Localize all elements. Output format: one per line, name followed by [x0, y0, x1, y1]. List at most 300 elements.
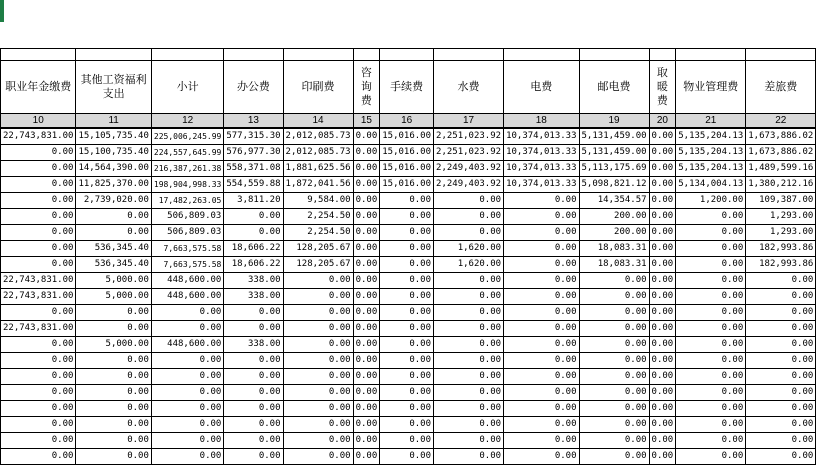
column-header[interactable]: 取暖费 [649, 61, 676, 114]
column-number[interactable]: 18 [504, 114, 579, 129]
table-cell[interactable]: 0.00 [504, 385, 579, 401]
table-cell[interactable]: 0.00 [649, 321, 676, 337]
table-cell[interactable]: 0.00 [649, 177, 676, 193]
table-cell[interactable]: 0.00 [676, 449, 746, 465]
table-cell[interactable]: 128,205.67 [283, 257, 353, 273]
column-number[interactable]: 21 [676, 114, 746, 129]
table-cell[interactable]: 0.00 [649, 257, 676, 273]
table-cell[interactable]: 224,557,645.99 [151, 145, 223, 161]
table-cell[interactable]: 5,135,204.13 [676, 161, 746, 177]
table-cell[interactable]: 0.00 [504, 401, 579, 417]
table-cell[interactable]: 506,809.03 [151, 209, 223, 225]
top-cell[interactable] [579, 49, 649, 61]
table-cell[interactable]: 0.00 [380, 337, 434, 353]
table-cell[interactable]: 0.00 [649, 449, 676, 465]
table-cell[interactable]: 0.00 [283, 353, 353, 369]
table-cell[interactable]: 22,743,831.00 [1, 321, 76, 337]
table-cell[interactable]: 0.00 [1, 369, 76, 385]
table-cell[interactable]: 15,016.00 [380, 128, 434, 145]
column-header[interactable]: 手续费 [380, 61, 434, 114]
table-cell[interactable]: 0.00 [283, 337, 353, 353]
table-cell[interactable]: 0.00 [353, 321, 380, 337]
table-cell[interactable]: 0.00 [1, 161, 76, 177]
table-cell[interactable]: 2,254.50 [283, 225, 353, 241]
table-cell[interactable]: 554,559.88 [224, 177, 283, 193]
table-cell[interactable]: 0.00 [353, 305, 380, 321]
table-cell[interactable]: 0.00 [76, 449, 151, 465]
table-cell[interactable]: 198,904,998.33 [151, 177, 223, 193]
table-cell[interactable]: 0.00 [353, 337, 380, 353]
table-cell[interactable]: 0.00 [380, 273, 434, 289]
table-cell[interactable]: 0.00 [649, 337, 676, 353]
table-cell[interactable]: 0.00 [579, 369, 649, 385]
table-cell[interactable]: 0.00 [283, 401, 353, 417]
top-cell[interactable] [434, 49, 504, 61]
table-cell[interactable]: 0.00 [649, 369, 676, 385]
table-cell[interactable]: 0.00 [504, 305, 579, 321]
table-cell[interactable]: 0.00 [676, 369, 746, 385]
table-cell[interactable]: 506,809.03 [151, 225, 223, 241]
table-cell[interactable]: 109,387.00 [746, 193, 816, 209]
table-cell[interactable]: 0.00 [1, 401, 76, 417]
table-cell[interactable]: 0.00 [353, 161, 380, 177]
table-cell[interactable]: 0.00 [504, 209, 579, 225]
table-cell[interactable]: 0.00 [380, 417, 434, 433]
table-cell[interactable]: 0.00 [649, 225, 676, 241]
table-cell[interactable]: 0.00 [353, 273, 380, 289]
table-cell[interactable]: 0.00 [676, 433, 746, 449]
table-cell[interactable]: 0.00 [353, 257, 380, 273]
table-cell[interactable]: 0.00 [380, 433, 434, 449]
table-cell[interactable]: 10,374,013.33 [504, 145, 579, 161]
column-header[interactable]: 职业年金缴费 [1, 61, 76, 114]
table-cell[interactable]: 0.00 [1, 353, 76, 369]
table-cell[interactable]: 0.00 [224, 417, 283, 433]
table-cell[interactable]: 0.00 [224, 433, 283, 449]
table-cell[interactable]: 0.00 [353, 385, 380, 401]
table-cell[interactable]: 0.00 [676, 305, 746, 321]
table-cell[interactable]: 225,006,245.99 [151, 128, 223, 145]
top-cell[interactable] [76, 49, 151, 61]
table-cell[interactable]: 0.00 [746, 273, 816, 289]
table-cell[interactable]: 1,489,599.16 [746, 161, 816, 177]
column-header[interactable]: 电费 [504, 61, 579, 114]
table-cell[interactable]: 0.00 [746, 305, 816, 321]
table-cell[interactable]: 0.00 [283, 305, 353, 321]
table-cell[interactable]: 182,993.86 [746, 257, 816, 273]
table-cell[interactable]: 0.00 [434, 385, 504, 401]
table-cell[interactable]: 5,000.00 [76, 337, 151, 353]
table-cell[interactable]: 0.00 [504, 289, 579, 305]
column-number[interactable]: 10 [1, 114, 76, 129]
table-cell[interactable]: 0.00 [151, 417, 223, 433]
table-cell[interactable]: 0.00 [434, 369, 504, 385]
table-cell[interactable]: 0.00 [649, 417, 676, 433]
table-cell[interactable]: 0.00 [76, 433, 151, 449]
column-number[interactable]: 12 [151, 114, 223, 129]
table-cell[interactable]: 0.00 [283, 433, 353, 449]
table-cell[interactable]: 0.00 [504, 225, 579, 241]
table-cell[interactable]: 0.00 [434, 337, 504, 353]
table-cell[interactable]: 2,251,023.92 [434, 128, 504, 145]
table-cell[interactable]: 0.00 [380, 289, 434, 305]
table-cell[interactable]: 0.00 [434, 289, 504, 305]
table-cell[interactable]: 0.00 [380, 193, 434, 209]
top-cell[interactable] [1, 49, 76, 61]
table-cell[interactable]: 0.00 [224, 305, 283, 321]
table-cell[interactable]: 0.00 [746, 337, 816, 353]
table-cell[interactable]: 0.00 [676, 257, 746, 273]
top-cell[interactable] [504, 49, 579, 61]
table-cell[interactable]: 0.00 [224, 369, 283, 385]
table-cell[interactable]: 448,600.00 [151, 289, 223, 305]
table-cell[interactable]: 0.00 [746, 369, 816, 385]
table-cell[interactable]: 9,584.00 [283, 193, 353, 209]
table-cell[interactable]: 0.00 [76, 385, 151, 401]
table-cell[interactable]: 0.00 [649, 128, 676, 145]
table-cell[interactable]: 536,345.40 [76, 257, 151, 273]
top-cell[interactable] [746, 49, 816, 61]
table-cell[interactable]: 0.00 [353, 401, 380, 417]
table-cell[interactable]: 0.00 [76, 417, 151, 433]
table-cell[interactable]: 1,200.00 [676, 193, 746, 209]
table-cell[interactable]: 0.00 [746, 385, 816, 401]
table-cell[interactable]: 0.00 [649, 353, 676, 369]
table-cell[interactable]: 0.00 [380, 225, 434, 241]
table-cell[interactable]: 0.00 [1, 449, 76, 465]
table-cell[interactable]: 0.00 [1, 385, 76, 401]
table-cell[interactable]: 15,100,735.40 [76, 145, 151, 161]
table-cell[interactable]: 0.00 [380, 257, 434, 273]
table-cell[interactable]: 0.00 [353, 289, 380, 305]
table-cell[interactable]: 0.00 [1, 305, 76, 321]
table-cell[interactable]: 0.00 [76, 321, 151, 337]
table-cell[interactable]: 2,012,085.73 [283, 128, 353, 145]
table-cell[interactable]: 1,380,212.16 [746, 177, 816, 193]
table-cell[interactable]: 0.00 [353, 145, 380, 161]
column-number[interactable]: 13 [224, 114, 283, 129]
table-cell[interactable]: 5,000.00 [76, 273, 151, 289]
table-cell[interactable]: 2,739,020.00 [76, 193, 151, 209]
table-cell[interactable]: 200.00 [579, 225, 649, 241]
column-number[interactable]: 15 [353, 114, 380, 129]
table-cell[interactable]: 0.00 [151, 433, 223, 449]
table-cell[interactable]: 0.00 [1, 417, 76, 433]
table-cell[interactable]: 0.00 [380, 209, 434, 225]
table-cell[interactable]: 0.00 [434, 449, 504, 465]
top-cell[interactable] [224, 49, 283, 61]
table-cell[interactable]: 0.00 [380, 401, 434, 417]
table-cell[interactable]: 0.00 [746, 433, 816, 449]
table-cell[interactable]: 577,315.30 [224, 128, 283, 145]
table-cell[interactable]: 0.00 [353, 128, 380, 145]
table-cell[interactable]: 0.00 [504, 337, 579, 353]
column-header[interactable]: 其他工资福利支出 [76, 61, 151, 114]
table-cell[interactable]: 0.00 [434, 433, 504, 449]
table-cell[interactable]: 5,134,004.13 [676, 177, 746, 193]
table-cell[interactable]: 0.00 [649, 241, 676, 257]
table-cell[interactable]: 0.00 [151, 369, 223, 385]
table-cell[interactable]: 0.00 [76, 353, 151, 369]
table-cell[interactable]: 448,600.00 [151, 273, 223, 289]
table-cell[interactable]: 0.00 [504, 417, 579, 433]
table-cell[interactable]: 0.00 [283, 417, 353, 433]
table-cell[interactable]: 10,374,013.33 [504, 177, 579, 193]
table-cell[interactable]: 0.00 [283, 369, 353, 385]
table-cell[interactable]: 0.00 [579, 385, 649, 401]
table-cell[interactable]: 0.00 [76, 401, 151, 417]
column-header[interactable]: 办公费 [224, 61, 283, 114]
table-cell[interactable]: 0.00 [676, 353, 746, 369]
table-cell[interactable]: 0.00 [579, 417, 649, 433]
table-cell[interactable]: 0.00 [1, 209, 76, 225]
table-cell[interactable]: 0.00 [1, 241, 76, 257]
column-number[interactable]: 17 [434, 114, 504, 129]
table-cell[interactable]: 0.00 [151, 305, 223, 321]
table-cell[interactable]: 0.00 [353, 353, 380, 369]
table-cell[interactable]: 0.00 [224, 449, 283, 465]
table-cell[interactable]: 0.00 [579, 321, 649, 337]
table-cell[interactable]: 0.00 [504, 257, 579, 273]
table-cell[interactable]: 0.00 [434, 417, 504, 433]
table-cell[interactable]: 0.00 [676, 401, 746, 417]
table-cell[interactable]: 338.00 [224, 337, 283, 353]
table-cell[interactable]: 0.00 [504, 193, 579, 209]
table-cell[interactable]: 0.00 [76, 369, 151, 385]
table-cell[interactable]: 0.00 [579, 353, 649, 369]
table-cell[interactable]: 2,249,403.92 [434, 161, 504, 177]
table-cell[interactable]: 0.00 [579, 401, 649, 417]
table-cell[interactable]: 1,293.00 [746, 225, 816, 241]
table-cell[interactable]: 0.00 [649, 209, 676, 225]
table-cell[interactable]: 0.00 [434, 225, 504, 241]
table-cell[interactable]: 15,016.00 [380, 145, 434, 161]
table-cell[interactable]: 0.00 [504, 241, 579, 257]
table-cell[interactable]: 10,374,013.33 [504, 161, 579, 177]
table-cell[interactable]: 0.00 [579, 433, 649, 449]
table-cell[interactable]: 15,105,735.40 [76, 128, 151, 145]
table-cell[interactable]: 0.00 [649, 385, 676, 401]
table-cell[interactable]: 0.00 [1, 257, 76, 273]
top-cell[interactable] [676, 49, 746, 61]
table-cell[interactable]: 0.00 [353, 433, 380, 449]
table-cell[interactable]: 0.00 [353, 417, 380, 433]
table-cell[interactable]: 0.00 [649, 401, 676, 417]
table-cell[interactable]: 14,564,390.00 [76, 161, 151, 177]
table-cell[interactable]: 0.00 [746, 401, 816, 417]
column-header[interactable]: 邮电费 [579, 61, 649, 114]
table-cell[interactable]: 0.00 [283, 289, 353, 305]
table-cell[interactable]: 0.00 [151, 321, 223, 337]
table-cell[interactable]: 0.00 [676, 241, 746, 257]
table-cell[interactable]: 17,482,263.05 [151, 193, 223, 209]
top-cell[interactable] [353, 49, 380, 61]
table-cell[interactable]: 0.00 [224, 209, 283, 225]
table-cell[interactable]: 22,743,831.00 [1, 273, 76, 289]
table-cell[interactable]: 0.00 [676, 417, 746, 433]
table-cell[interactable]: 0.00 [380, 241, 434, 257]
table-cell[interactable]: 0.00 [746, 289, 816, 305]
table-cell[interactable]: 0.00 [283, 449, 353, 465]
table-cell[interactable]: 0.00 [649, 289, 676, 305]
table-cell[interactable]: 0.00 [224, 401, 283, 417]
table-cell[interactable]: 0.00 [504, 321, 579, 337]
column-number[interactable]: 19 [579, 114, 649, 129]
table-cell[interactable]: 0.00 [353, 449, 380, 465]
table-cell[interactable]: 0.00 [353, 209, 380, 225]
table-cell[interactable]: 0.00 [353, 177, 380, 193]
table-cell[interactable]: 0.00 [76, 305, 151, 321]
table-cell[interactable]: 0.00 [224, 385, 283, 401]
column-number[interactable]: 22 [746, 114, 816, 129]
table-cell[interactable]: 0.00 [579, 289, 649, 305]
table-cell[interactable]: 2,251,023.92 [434, 145, 504, 161]
table-cell[interactable]: 536,345.40 [76, 241, 151, 257]
table-cell[interactable]: 11,825,370.00 [76, 177, 151, 193]
table-cell[interactable]: 0.00 [1, 145, 76, 161]
table-cell[interactable]: 0.00 [504, 353, 579, 369]
table-cell[interactable]: 0.00 [1, 225, 76, 241]
table-cell[interactable]: 1,620.00 [434, 257, 504, 273]
column-header[interactable]: 小计 [151, 61, 223, 114]
column-number[interactable]: 16 [380, 114, 434, 129]
column-header[interactable]: 水费 [434, 61, 504, 114]
table-cell[interactable]: 338.00 [224, 273, 283, 289]
table-cell[interactable]: 0.00 [380, 385, 434, 401]
table-cell[interactable]: 0.00 [504, 369, 579, 385]
table-cell[interactable]: 558,371.08 [224, 161, 283, 177]
table-cell[interactable]: 0.00 [224, 321, 283, 337]
table-cell[interactable]: 216,387,261.38 [151, 161, 223, 177]
table-cell[interactable]: 0.00 [76, 225, 151, 241]
column-header[interactable]: 咨询费 [353, 61, 380, 114]
table-cell[interactable]: 15,016.00 [380, 177, 434, 193]
column-header[interactable]: 印刷费 [283, 61, 353, 114]
table-cell[interactable]: 0.00 [434, 401, 504, 417]
table-cell[interactable]: 0.00 [283, 321, 353, 337]
table-cell[interactable]: 0.00 [676, 225, 746, 241]
table-cell[interactable]: 0.00 [434, 305, 504, 321]
table-cell[interactable]: 0.00 [504, 273, 579, 289]
table-cell[interactable]: 0.00 [504, 433, 579, 449]
table-cell[interactable]: 2,249,403.92 [434, 177, 504, 193]
table-cell[interactable]: 3,811.20 [224, 193, 283, 209]
table-cell[interactable]: 0.00 [649, 161, 676, 177]
table-cell[interactable]: 448,600.00 [151, 337, 223, 353]
table-cell[interactable]: 0.00 [224, 225, 283, 241]
table-cell[interactable]: 0.00 [434, 193, 504, 209]
table-cell[interactable]: 1,872,041.56 [283, 177, 353, 193]
table-cell[interactable]: 0.00 [649, 273, 676, 289]
table-cell[interactable]: 18,606.22 [224, 257, 283, 273]
table-cell[interactable]: 0.00 [434, 353, 504, 369]
table-cell[interactable]: 0.00 [649, 193, 676, 209]
table-cell[interactable]: 0.00 [151, 401, 223, 417]
table-cell[interactable]: 0.00 [579, 337, 649, 353]
top-cell[interactable] [283, 49, 353, 61]
table-cell[interactable]: 0.00 [746, 449, 816, 465]
table-cell[interactable]: 5,098,821.12 [579, 177, 649, 193]
column-header[interactable]: 差旅费 [746, 61, 816, 114]
table-cell[interactable]: 0.00 [283, 273, 353, 289]
table-cell[interactable]: 5,113,175.69 [579, 161, 649, 177]
table-cell[interactable]: 0.00 [151, 449, 223, 465]
top-cell[interactable] [151, 49, 223, 61]
table-cell[interactable]: 0.00 [283, 385, 353, 401]
table-cell[interactable]: 0.00 [224, 353, 283, 369]
table-cell[interactable]: 0.00 [746, 321, 816, 337]
table-cell[interactable]: 0.00 [151, 385, 223, 401]
table-cell[interactable]: 2,012,085.73 [283, 145, 353, 161]
table-cell[interactable]: 5,131,459.00 [579, 128, 649, 145]
table-cell[interactable]: 22,743,831.00 [1, 289, 76, 305]
table-cell[interactable]: 0.00 [676, 209, 746, 225]
table-cell[interactable]: 0.00 [434, 273, 504, 289]
table-cell[interactable]: 0.00 [746, 417, 816, 433]
table-cell[interactable]: 5,000.00 [76, 289, 151, 305]
table-cell[interactable]: 0.00 [579, 449, 649, 465]
top-cell[interactable] [380, 49, 434, 61]
table-cell[interactable]: 0.00 [746, 353, 816, 369]
table-cell[interactable]: 182,993.86 [746, 241, 816, 257]
table-cell[interactable]: 0.00 [579, 305, 649, 321]
table-cell[interactable]: 0.00 [151, 353, 223, 369]
table-cell[interactable]: 0.00 [353, 225, 380, 241]
table-cell[interactable]: 1,293.00 [746, 209, 816, 225]
table-cell[interactable]: 0.00 [380, 449, 434, 465]
table-cell[interactable]: 0.00 [76, 209, 151, 225]
table-cell[interactable]: 0.00 [434, 321, 504, 337]
table-cell[interactable]: 0.00 [1, 433, 76, 449]
table-cell[interactable]: 0.00 [649, 145, 676, 161]
column-number[interactable]: 20 [649, 114, 676, 129]
table-cell[interactable]: 2,254.50 [283, 209, 353, 225]
table-cell[interactable]: 0.00 [649, 305, 676, 321]
table-cell[interactable]: 0.00 [676, 321, 746, 337]
table-cell[interactable]: 0.00 [1, 337, 76, 353]
table-cell[interactable]: 10,374,013.33 [504, 128, 579, 145]
table-cell[interactable]: 0.00 [353, 193, 380, 209]
table-cell[interactable]: 18,083.31 [579, 257, 649, 273]
top-cell[interactable] [649, 49, 676, 61]
table-cell[interactable]: 0.00 [676, 273, 746, 289]
column-number[interactable]: 11 [76, 114, 151, 129]
table-cell[interactable]: 0.00 [1, 177, 76, 193]
table-cell[interactable]: 0.00 [579, 273, 649, 289]
column-number[interactable]: 14 [283, 114, 353, 129]
table-cell[interactable]: 0.00 [380, 321, 434, 337]
table-cell[interactable]: 1,881,625.56 [283, 161, 353, 177]
table-cell[interactable]: 5,135,204.13 [676, 145, 746, 161]
table-cell[interactable]: 338.00 [224, 289, 283, 305]
table-cell[interactable]: 5,131,459.00 [579, 145, 649, 161]
table-cell[interactable]: 1,673,886.02 [746, 145, 816, 161]
table-cell[interactable]: 0.00 [380, 305, 434, 321]
table-cell[interactable]: 7,663,575.58 [151, 257, 223, 273]
table-cell[interactable]: 0.00 [353, 369, 380, 385]
table-cell[interactable]: 128,205.67 [283, 241, 353, 257]
table-cell[interactable]: 14,354.57 [579, 193, 649, 209]
table-cell[interactable]: 0.00 [676, 337, 746, 353]
table-cell[interactable]: 0.00 [380, 369, 434, 385]
table-cell[interactable]: 7,663,575.58 [151, 241, 223, 257]
table-cell[interactable]: 18,083.31 [579, 241, 649, 257]
table-cell[interactable]: 200.00 [579, 209, 649, 225]
table-cell[interactable]: 15,016.00 [380, 161, 434, 177]
table-cell[interactable]: 0.00 [504, 449, 579, 465]
column-header[interactable]: 物业管理费 [676, 61, 746, 114]
table-cell[interactable]: 1,673,886.02 [746, 128, 816, 145]
